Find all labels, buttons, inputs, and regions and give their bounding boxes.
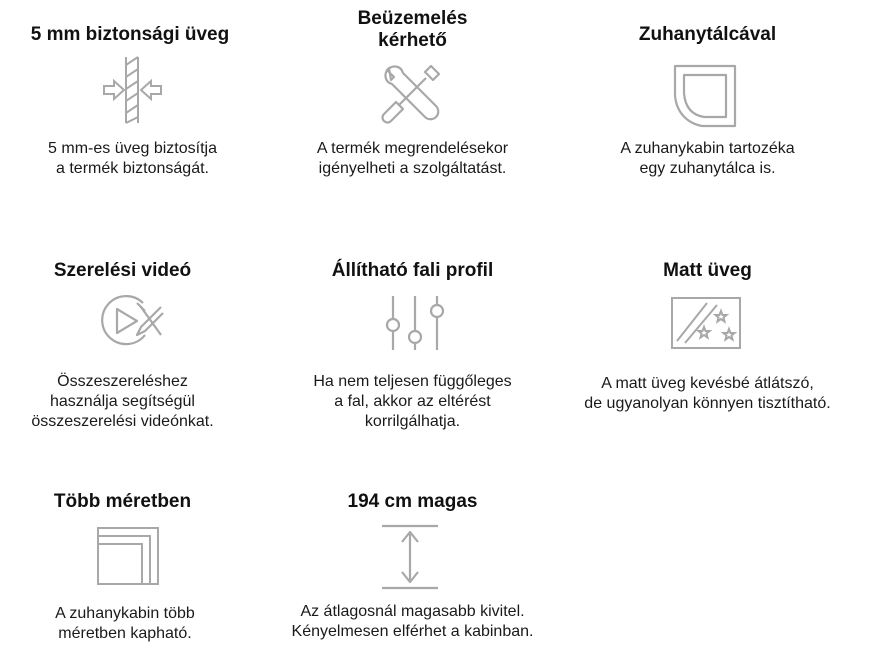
feature-title: Több méretben (53, 491, 192, 512)
feature-safety-glass (0, 0, 260, 200)
safety-glass-icon (100, 55, 165, 125)
feature-title: Szerelési videó (53, 260, 192, 281)
feature-title: 194 cm magas (347, 491, 478, 512)
feature-description: A zuhanykabin tartozéka egy zuhanytálca is. (620, 140, 795, 177)
feature-description: A termék megrendelésekor igényelheti a szolgáltatást. (316, 140, 509, 177)
feature-title: Matt üveg (663, 260, 752, 281)
feature-adjustable-profile (280, 250, 545, 450)
feature-description: Ha nem teljesen függőleges a fal, akkor az eltérést korrilgálhatja. (313, 373, 512, 430)
shower-tray-icon (672, 63, 738, 129)
multiple-sizes-icon (96, 526, 160, 586)
feature-title: Állítható fali profil (331, 260, 494, 281)
tools-icon (379, 60, 445, 126)
feature-assembly-video (0, 250, 260, 450)
feature-description: A matt üveg kevésbé átlátszó, de ugyanolyan könnyen tisztítható. (584, 375, 831, 412)
feature-title: 5 mm biztonsági üveg (30, 24, 230, 45)
adjustable-profile-icon (383, 294, 447, 352)
feature-title: Zuhanytálcával (638, 24, 777, 45)
frosted-glass-icon (671, 297, 741, 349)
feature-height (280, 480, 545, 660)
feature-description: 5 mm-es üveg biztosítja a termék biztonságát. (48, 140, 217, 177)
feature-frosted-glass (545, 250, 870, 450)
feature-description: Összeszereléshez használja segítségül összeszerelési videónkat. (31, 373, 214, 430)
height-icon (380, 524, 440, 590)
feature-multiple-sizes (0, 480, 260, 660)
feature-shower-tray (575, 0, 840, 200)
feature-installation (280, 0, 545, 200)
video-tools-icon (97, 295, 165, 347)
feature-description: A zuhanykabin több méretben kapható. (55, 605, 195, 642)
feature-description: Az átlagosnál magasabb kivitel. Kényelmesen elférhet a kabinban. (291, 603, 534, 640)
feature-title: Beüzemelés kérhető (357, 8, 468, 51)
